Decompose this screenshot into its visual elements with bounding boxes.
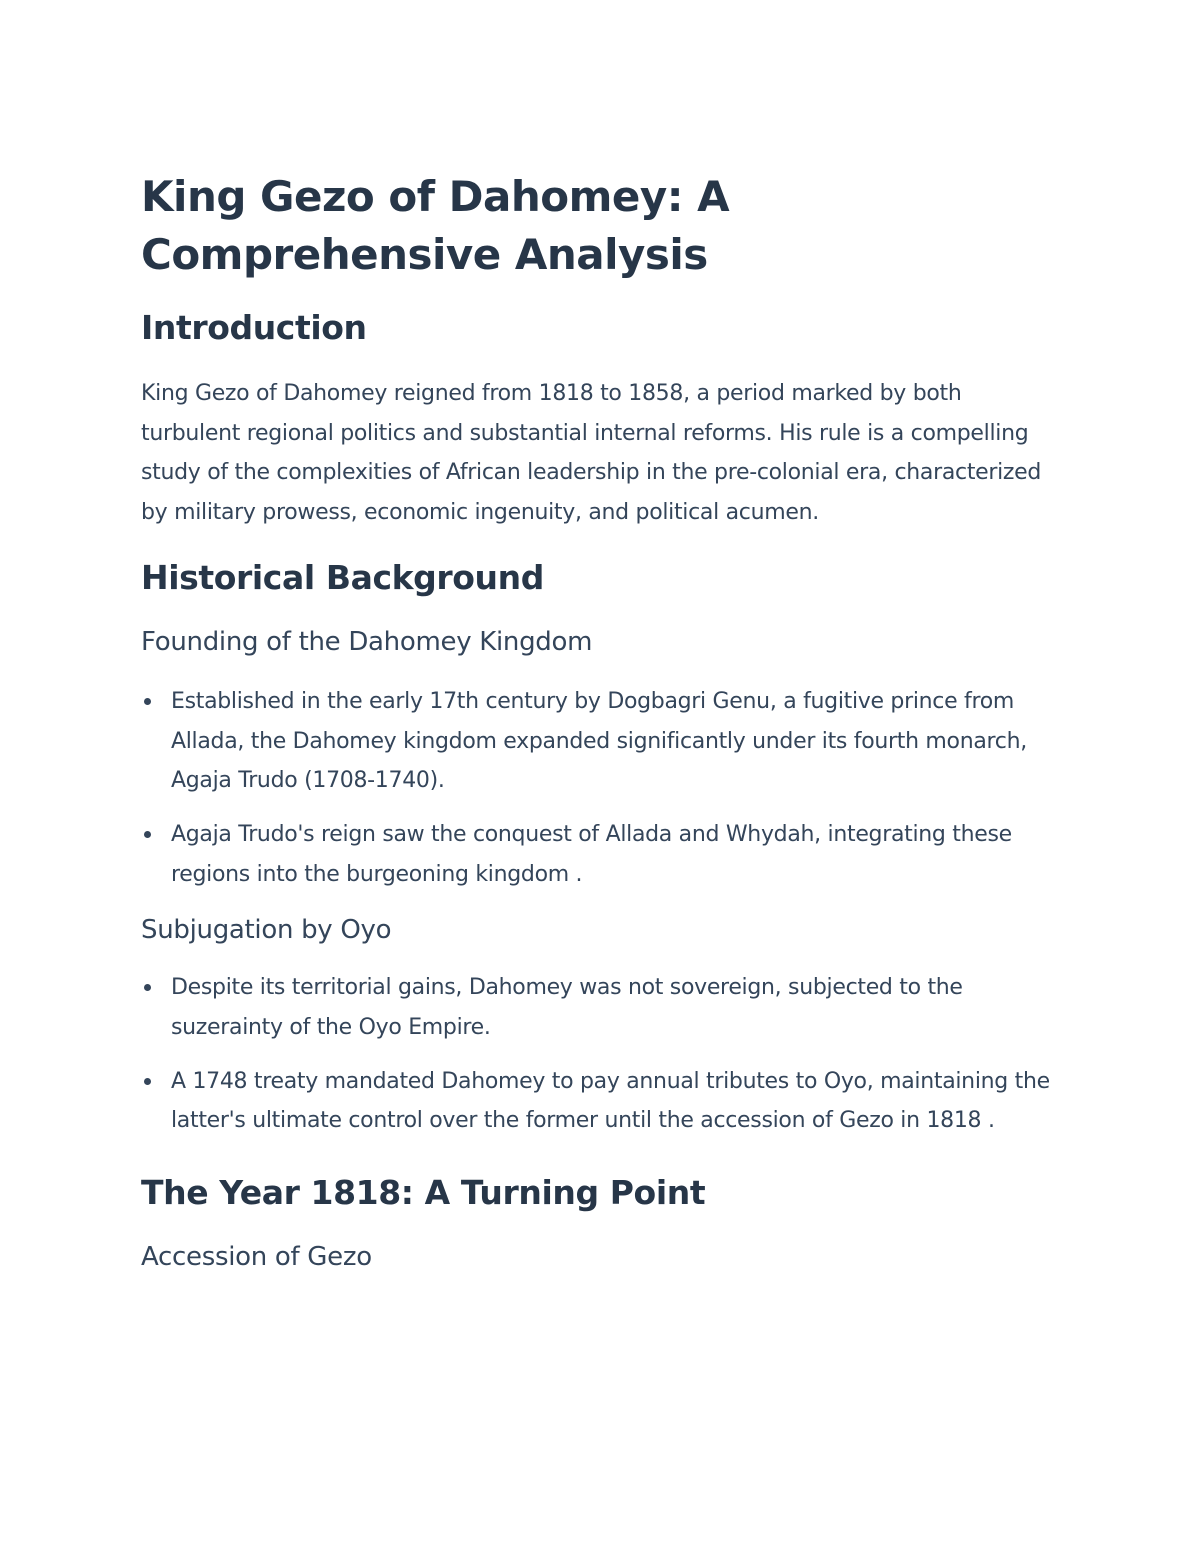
document-page (141, 168, 1061, 1275)
subheading-accession: Accession of Gezo (141, 1242, 372, 1273)
list-item-text: A 1748 treaty mandated Dahomey to pay annual tributes to Oyo, maintaining the latter's ultimate control over the former until the accession of Gezo in 1818 . (171, 1068, 1050, 1134)
list-item-text: Established in the early 17th century by Dogbagri Genu, a fugitive prince from Allada, the Dahomey kingdom expanded significantly under its fourth monarch, Agaja Trudo (1708-1740). (171, 688, 1027, 794)
list-item (141, 968, 1061, 1047)
section-heading-historical-background: Historical Background (141, 557, 544, 597)
founding-list (141, 682, 1061, 895)
subjugation-list (141, 968, 1061, 1141)
section-heading-turning-point: The Year 1818: A Turning Point (141, 1173, 706, 1213)
introduction-paragraph: King Gezo of Dahomey reigned from 1818 to 1858, a period marked by both turbulent regional politics and substantial internal reforms. His rule is a compelling study of the complexities of African leadership in the pre-colonial era, characterized by military prowess, economic ingenuity, and political acumen. (141, 381, 1042, 526)
list-item-text: Despite its territorial gains, Dahomey was not sovereign, subjected to the suzerainty of the Oyo Empire. (171, 975, 963, 1041)
bullet-icon (144, 698, 151, 705)
bullet-icon (144, 831, 151, 838)
list-item (141, 1062, 1061, 1141)
list-item (141, 682, 1061, 801)
section-heading-introduction: Introduction (141, 308, 367, 347)
document-title: King Gezo of Dahomey: A Comprehensive Analysis (141, 172, 730, 279)
subheading-founding: Founding of the Dahomey Kingdom (141, 626, 593, 657)
subheading-subjugation: Subjugation by Oyo (141, 915, 392, 946)
list-item-text: Agaja Trudo's reign saw the conquest of Allada and Whydah, integrating these regions into the burgeoning kingdom . (171, 821, 1012, 887)
bullet-icon (144, 984, 151, 991)
list-item (141, 815, 1061, 894)
bullet-icon (144, 1078, 151, 1085)
